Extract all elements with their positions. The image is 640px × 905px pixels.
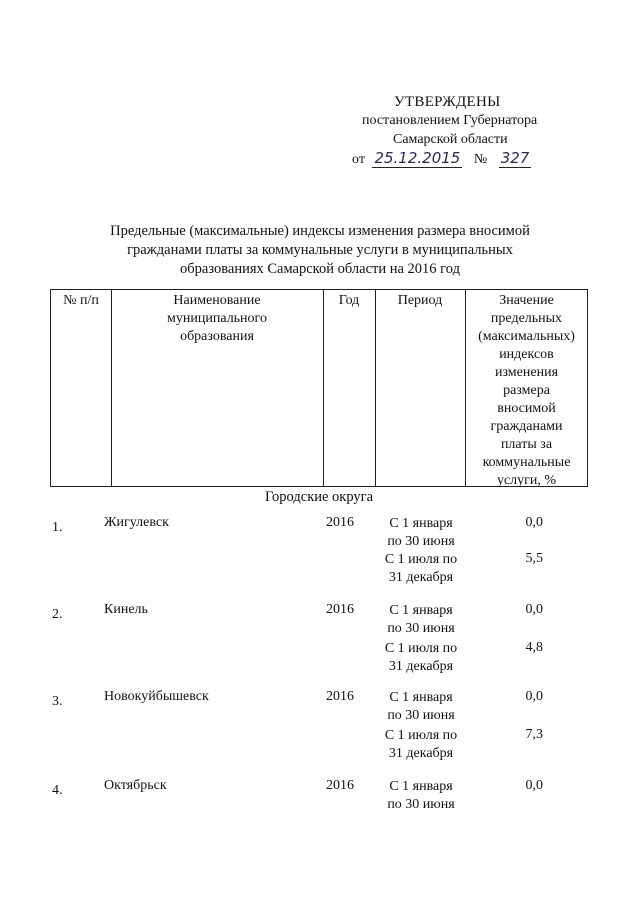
period-line: 31 декабря	[388, 659, 454, 674]
column-divider	[323, 290, 324, 486]
header-value-line: предельных	[490, 311, 563, 326]
row-number: 4.	[52, 783, 63, 798]
row-value-1: 0,0	[525, 602, 543, 617]
row-value-1: 0,0	[525, 689, 543, 704]
document-title	[90, 222, 550, 279]
period-line: С 1 января	[389, 516, 453, 531]
period-line: по 30 июня	[387, 797, 455, 812]
header-value-line: размера	[503, 383, 550, 398]
approval-title: УТВЕРЖДЕНЫ	[394, 94, 501, 110]
row-value-2: 4,8	[525, 640, 543, 655]
period-line: С 1 января	[389, 690, 453, 705]
row-period-2	[380, 727, 462, 763]
title-line-1: Предельные (максимальные) индексы изменения размера вносимой	[110, 223, 530, 239]
approval-line-2: Самарской области	[393, 132, 508, 147]
row-year: 2016	[326, 515, 354, 530]
period-line: С 1 июля по	[384, 552, 458, 567]
period-line: по 30 июня	[387, 708, 455, 723]
period-line: С 1 января	[389, 603, 453, 618]
number-sign: №	[473, 152, 488, 167]
header-num: № п/п	[63, 293, 99, 308]
period-line: С 1 июля по	[384, 728, 458, 743]
row-number: 3.	[52, 694, 63, 709]
date-prefix: от	[352, 152, 365, 167]
header-value-line: гражданами	[490, 419, 563, 434]
header-name-line: образования	[180, 329, 254, 344]
header-value-line: индексов	[499, 347, 554, 362]
header-name-line: Наименование	[173, 293, 261, 308]
period-line: С 1 января	[389, 779, 453, 794]
approval-date-line	[352, 149, 531, 169]
header-name	[111, 292, 323, 346]
period-line: 31 декабря	[388, 746, 454, 761]
row-name: Кинель	[104, 602, 148, 617]
row-period-1	[380, 602, 462, 638]
header-value-line: Значение	[499, 293, 554, 308]
row-period-1	[380, 778, 462, 814]
row-number: 2.	[52, 607, 63, 622]
row-value-2: 7,3	[525, 727, 543, 742]
row-period-1	[380, 689, 462, 725]
header-value	[465, 292, 588, 490]
row-name: Октябрьск	[104, 778, 167, 793]
row-period-2	[380, 640, 462, 676]
header-value-line: вносимой	[497, 401, 556, 416]
period-line: 31 декабря	[388, 570, 454, 585]
table-header	[50, 289, 588, 487]
period-line: по 30 июня	[387, 534, 455, 549]
header-year: Год	[338, 293, 360, 308]
approval-date: 25.12.2015	[374, 149, 461, 167]
title-line-3: образованиях Самарской области на 2016 год	[180, 261, 460, 277]
row-value-2: 5,5	[525, 551, 543, 566]
header-name-line: муниципального	[167, 311, 267, 326]
title-line-2: гражданами платы за коммунальные услуги в муниципальных	[127, 242, 513, 258]
row-number: 1.	[52, 520, 63, 535]
row-name: Жигулевск	[104, 515, 169, 530]
period-line: С 1 июля по	[384, 641, 458, 656]
header-value-line: коммунальные	[482, 455, 571, 470]
header-value-line: (максимальных)	[478, 329, 575, 344]
row-year: 2016	[326, 689, 354, 704]
approval-line-1: постановлением Губернатора	[362, 113, 538, 128]
header-period: Период	[397, 293, 443, 308]
column-divider	[375, 290, 376, 486]
header-value-line: платы за	[500, 437, 553, 452]
header-value-line: изменения	[494, 365, 559, 380]
row-name: Новокуйбышевск	[104, 689, 209, 704]
section-caption: Городские округа	[264, 489, 374, 505]
approval-number: 327	[500, 149, 530, 167]
period-line: по 30 июня	[387, 621, 455, 636]
row-period-2	[380, 551, 462, 587]
row-value-1: 0,0	[525, 515, 543, 530]
row-year: 2016	[326, 778, 354, 793]
row-period-1	[380, 515, 462, 551]
row-value-1: 0,0	[525, 778, 543, 793]
row-year: 2016	[326, 602, 354, 617]
header-value-line: услуги, %	[496, 473, 557, 488]
